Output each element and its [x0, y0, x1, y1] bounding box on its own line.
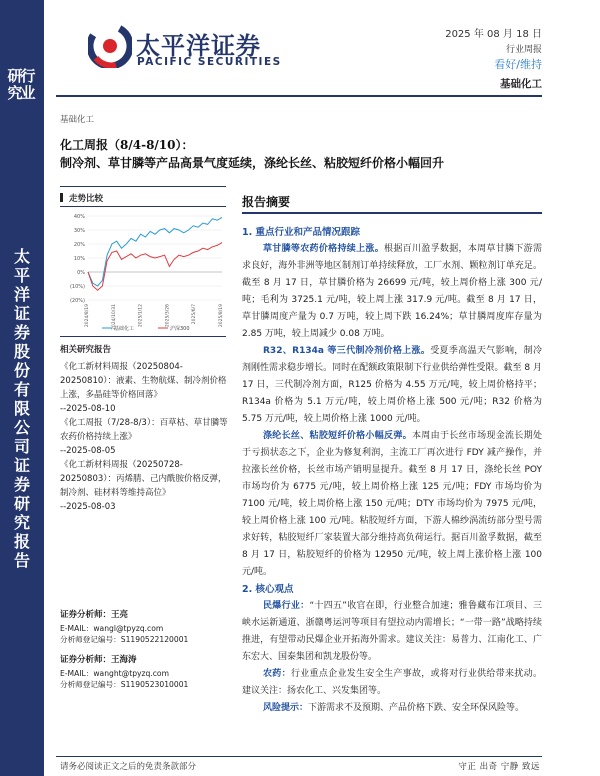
y-tick-label: (10%) — [69, 284, 85, 290]
paragraph-text: 根据百川盈孚数据，本周草甘膦下游需求良好，海外非洲等地区制剂订单持续释放，工厂水剂、颗粒剂订单充足。截至 8 月 17 日，草甘膦价格为 26699 元/吨，较上周价格上涨 300 元/吨；毛利为 3725.1 元/吨，较上周上涨 317.9 元/吨。截至 8 月 17 日，草甘膦周度产量为 0.7 万吨，较上周下跌 16.24%；草甘膦周度库存量为 2.85 万吨，较上周减少 0.08 万吨。 — [242, 244, 542, 339]
analyst-name-line: 证券分析师：王亮 — [60, 610, 129, 620]
paragraph — [242, 666, 542, 700]
x-tick-label: 2024/10/31 — [111, 304, 117, 330]
y-tick-label: 30% — [73, 228, 85, 234]
related-report-date: --2025-08-03 — [60, 502, 116, 512]
series-line-sector — [88, 243, 222, 291]
y-tick-label: (20%) — [69, 298, 85, 304]
section-heading: 1. 重点行业和产品情况跟踪 — [242, 227, 361, 238]
paragraph-highlight: 风险提示： — [263, 703, 309, 713]
sidebar-label-industry: 行业 — [18, 68, 37, 102]
rating: 看好/维持 — [494, 58, 542, 71]
paragraph — [242, 241, 542, 343]
paragraph-highlight: 涤纶长丝、粘胶短纤价格小幅反弹。 — [263, 431, 412, 441]
paragraph-text: “十四五”收官在即，行业整合加速；雅鲁藏布江项目、三峡水运新通道、浙赣粤运河等项目有望拉动内需增长；“一带一路”战略持续推进，有望带动民爆企业开拓海外需求。建议关注：易普力、江南化工、广东宏大、国泰集团和凯龙股份等。 — [242, 601, 542, 662]
paragraph — [242, 700, 542, 717]
report-date: 2025 年 08 月 18 日 — [445, 29, 542, 40]
paragraph — [242, 598, 542, 666]
brand-name-cn: 太平洋证券 — [136, 31, 261, 60]
trend-chart — [62, 210, 226, 334]
analyst-cert: 分析师登记编号：S1190523010001 — [60, 680, 189, 690]
related-reports-heading: 相关研究报告 — [60, 345, 112, 355]
analyst-name: 王亮 — [111, 610, 129, 620]
summary-rule — [242, 212, 542, 214]
x-tick-label: 2025/6/7 — [192, 304, 198, 325]
related-report-item[interactable] — [60, 416, 228, 458]
chart-rule — [60, 336, 226, 337]
analyst-email[interactable]: E-MAIL：wanght@tpyzq.com — [60, 668, 169, 678]
related-report-date: --2025-08-10 — [60, 404, 116, 414]
y-tick-label: 20% — [73, 242, 85, 248]
report-type: 行业周报 — [505, 45, 542, 55]
related-report-item[interactable] — [60, 360, 228, 416]
analyst-cert: 分析师登记编号：S1190522120001 — [60, 635, 189, 645]
x-tick-label: 2025/1/12 — [138, 304, 144, 328]
related-report-title: 《化工新材料周报（20250804-20250810）：液素、生物航煤、制冷剂价格上涨，多晶硅等价格回落》 — [60, 362, 227, 400]
legend-label-index: 基础化工 — [114, 326, 135, 332]
legend-label-sector: 沪深300 — [170, 326, 190, 332]
paragraph-highlight: 草甘膦等农药价格持续上涨。 — [263, 244, 385, 254]
report-title-line1: 化工周报（8/4-8/10）： — [60, 138, 194, 152]
paragraph — [242, 343, 542, 428]
sector-label: 基础化工 — [500, 78, 542, 90]
brand-name-en: PACIFIC SECURITIES — [137, 56, 282, 68]
sidebar-label-research: 研究 — [5, 68, 24, 102]
trend-rule-top — [60, 186, 226, 187]
analyst-name-line: 证券分析师：王海涛 — [60, 655, 137, 665]
paragraph-text: 下游需求不及预期、产品价格下跌、安全环保风险等。 — [308, 703, 525, 713]
trend-heading-text: 走势比较 — [69, 194, 104, 204]
paragraph-highlight: 民爆行业： — [263, 601, 310, 611]
related-report-title: 《化工新材料周报（20250728-20250803）：丙烯腈、己内酰胺价格反弹，制冷剂、硅材料等维持高位》 — [60, 460, 227, 498]
paragraph-text: 本周由于长丝市场现金流长期处于亏损状态之下，企业为修复利润，主流工厂再次进行 FDY 减产操作，并拉涨长丝价格，长丝市场产销明显提升。截至 8 月 17 日，涤纶长丝 POY 市场均价为 6775 元/吨，较上周价格上涨 125 元/吨；FDY 市场均价为 7100 元/吨，较上周价格上涨 150 元/吨；DTY 市场均价为 7975 元/吨，较上周价格上涨 100 元/吨。粘胶短纤方面，下游人棉纱涡流纺部分型号需求好转，粘胶短纤厂家装置大部分维持高负荷运行。据百川盈孚数据，截至 8 月 17 日，粘胶短纤的价格为 12950 元/吨，较上周上涨价格上涨 100 元/吨。 — [242, 431, 542, 577]
analyst-role: 证券分析师 — [60, 655, 103, 665]
sidebar — [0, 0, 44, 776]
heading-marker — [60, 193, 63, 202]
footer-rule — [56, 756, 542, 757]
x-tick-label: 2024/8/19 — [85, 304, 90, 328]
analyst-name: 王海涛 — [111, 655, 137, 665]
trend-heading — [60, 192, 226, 204]
x-tick-label: 2025/3/26 — [165, 304, 171, 328]
x-tick-label: 2025/8/19 — [219, 304, 224, 328]
header-divider — [56, 95, 542, 97]
y-tick-label: 10% — [73, 256, 85, 262]
y-tick-label: 0% — [77, 270, 85, 276]
analyst-block — [60, 610, 188, 646]
series-line-index — [88, 217, 222, 286]
paragraph-text: 受夏季高温天气影响，制冷剂刚性需求稳步增长。同时在配额政策限制下行业供给弹性受限。截至 8 月 17 日，三代制冷剂方面，R125 价格为 4.55 万元/吨，较上周价格持平；R134a 价格为 5.1 万元/吨，较上周价格上涨 500 元/吨；R32 价格为 5.75 万元/吨，较上周价格上涨 1000 元/吨。 — [242, 346, 542, 424]
footer-motto: 守正 出奇 宁静 致远 — [458, 762, 540, 772]
footer-disclaimer: 请务必阅读正文之后的免责条款部分 — [60, 762, 197, 772]
paragraph-text: 行业重点企业发生安全生产事故，或将对行业供给带来扰动。建议关注：扬农化工、兴发集团等。 — [242, 669, 542, 696]
y-tick-label: 40% — [73, 214, 85, 220]
paragraph-highlight: 农药： — [263, 669, 291, 679]
related-report-item[interactable] — [60, 458, 228, 514]
analyst-role: 证券分析师 — [60, 610, 103, 620]
related-report-date: --2025-08-05 — [60, 446, 116, 456]
paragraph — [242, 428, 542, 581]
related-reports-list — [60, 360, 228, 514]
breadcrumb: 基础化工 — [60, 115, 95, 125]
sidebar-company-label: 太平洋证券股份有限公司证券研究报告 — [11, 248, 31, 571]
related-report-title: 《化工周报（7/28-8/3）：百草枯、草甘膦等农药价格持续上涨》 — [60, 418, 228, 442]
pacific-securities-logo-icon — [88, 24, 132, 68]
summary-heading: 报告摘要 — [242, 195, 291, 209]
section-heading: 2. 核心观点 — [242, 584, 294, 595]
report-title-line2: 制冷剂、草甘膦等产品高景气度延续，涤纶长丝、粘胶短纤价格小幅回升 — [60, 156, 445, 170]
summary-body — [242, 224, 542, 717]
analyst-email[interactable]: E-MAIL：wangl@tpyzq.com — [60, 623, 164, 633]
paragraph-highlight: R32、R134a 等三代制冷剂价格上涨。 — [263, 346, 431, 356]
trend-rule-bottom — [60, 206, 226, 207]
analyst-block — [60, 655, 188, 691]
